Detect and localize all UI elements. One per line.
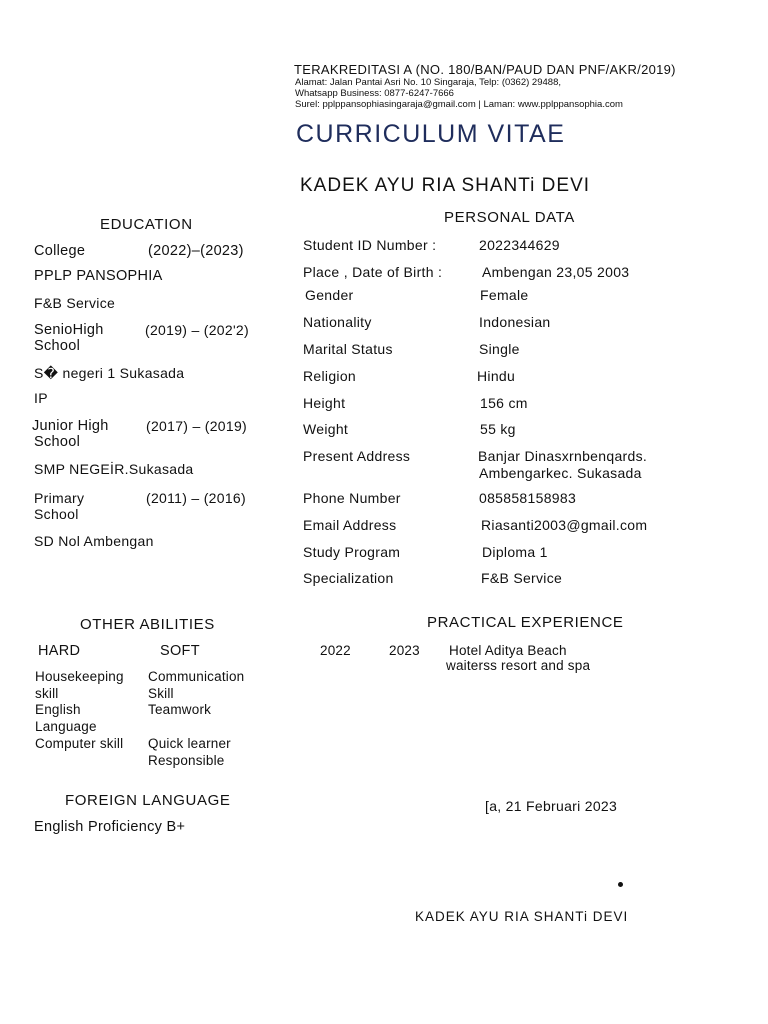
- accreditation-line: TERAKREDITASI A (NO. 180/BAN/PAUD DAN PNF/AKR/2019): [294, 62, 676, 77]
- personal-data-heading: PERSONAL DATA: [444, 209, 575, 226]
- junior-label: Junior High: [32, 418, 109, 434]
- personal-value: Indonesian: [479, 314, 551, 330]
- personal-label: Specialization: [303, 570, 394, 586]
- signature-date: [a, 21 Februari 2023: [485, 798, 618, 814]
- personal-label: Phone Number: [303, 490, 401, 506]
- personal-label: Religion: [303, 368, 356, 384]
- personal-value: Ambengarkec. Sukasada: [479, 465, 642, 481]
- primary-label: Primary: [34, 490, 85, 506]
- foreign-language-heading: FOREIGN LANGUAGE: [65, 792, 231, 809]
- foreign-language-item: English Proficiency B+: [34, 819, 186, 835]
- personal-label: Place , Date of Birth :: [303, 264, 443, 280]
- experience-role: waiterss resort and spa: [446, 658, 591, 673]
- document-title: CURRICULUM VITAE: [296, 120, 566, 148]
- soft-skill-item: Responsible: [148, 753, 225, 768]
- personal-label: Present Address: [303, 448, 411, 464]
- college-program: F&B Service: [34, 295, 116, 311]
- personal-value: Ambengan 23,05 2003: [482, 264, 630, 280]
- education-heading: EDUCATION: [100, 216, 193, 233]
- college-label: College: [34, 243, 86, 259]
- personal-value: Hindu: [477, 368, 516, 384]
- primary-label-2: School: [34, 506, 79, 522]
- personal-value: Banjar Dinasxrnbenqards.: [478, 448, 648, 464]
- college-name: PPLP PANSOPHIA: [34, 268, 163, 284]
- personal-value: 55 kg: [480, 421, 516, 437]
- personal-label: Student ID Number :: [303, 237, 437, 253]
- senior-label-2: School: [34, 338, 81, 354]
- primary-years: (2011) – (2016): [146, 490, 246, 506]
- experience-year-start: 2022: [320, 643, 351, 658]
- personal-value: Riasanti2003@gmail.com: [481, 517, 648, 533]
- senior-school-note: IP: [34, 390, 48, 406]
- personal-label: Study Program: [303, 544, 401, 560]
- personal-value: Single: [479, 341, 520, 357]
- soft-skill-item: Quick learner: [148, 736, 231, 751]
- experience-place: Hotel Aditya Beach: [449, 643, 567, 658]
- applicant-name: KADEK AYU RIA SHANTi DEVI: [300, 175, 591, 196]
- junior-label-2: School: [34, 434, 81, 450]
- personal-value: 156 cm: [480, 395, 528, 411]
- personal-value: 2022344629: [479, 237, 560, 253]
- junior-years: (2017) – (2019): [146, 418, 248, 434]
- soft-skills-heading: SOFT: [160, 643, 200, 659]
- personal-value: 085858158983: [479, 490, 577, 506]
- soft-skill-item: Teamwork: [148, 702, 212, 717]
- personal-label: Marital Status: [303, 341, 393, 357]
- soft-skill-item: Communication Skill: [148, 669, 245, 701]
- college-years: (2022)–(2023): [148, 243, 244, 259]
- personal-label: Email Address: [303, 517, 397, 533]
- hard-skill-item: English Language: [35, 702, 97, 734]
- personal-value: Female: [480, 287, 529, 303]
- hard-skill-item: Housekeeping skill: [35, 669, 124, 701]
- signature-name: KADEK AYU RIA SHANTi DEVI: [415, 909, 629, 924]
- personal-label: Height: [303, 395, 346, 411]
- senior-years: (2019) – (202'2): [145, 322, 249, 338]
- address-line: Alamat: Jalan Pantai Asri No. 10 Singaraja, Telp: (0362) 29488,: [295, 77, 561, 88]
- personal-value: Diploma 1: [482, 544, 548, 560]
- whatsapp-line: Whatsapp Business: 0877-6247-7666: [295, 88, 454, 99]
- hard-skill-item: Computer skill: [35, 736, 124, 751]
- senior-label: SenioHigh: [34, 322, 104, 338]
- practical-experience-heading: PRACTICAL EXPERIENCE: [427, 614, 624, 631]
- contact-line: Surel: pplppansophiasingaraja@gmail.com | Laman: www.pplppansophia.com: [295, 99, 623, 110]
- personal-label: Weight: [303, 421, 349, 437]
- experience-year-end: 2023: [389, 643, 420, 658]
- hard-skills-heading: HARD: [38, 643, 81, 659]
- senior-school-name: S� negeri 1 Sukasada: [34, 365, 185, 381]
- signature-mark: [618, 882, 623, 887]
- personal-value: F&B Service: [481, 570, 563, 586]
- junior-school-name: SMP NEGEİR.Sukasada: [34, 461, 194, 477]
- primary-school-name: SD Nol Ambengan: [34, 533, 154, 549]
- personal-label: Gender: [305, 287, 354, 303]
- personal-label: Nationality: [303, 314, 372, 330]
- other-abilities-heading: OTHER ABILITIES: [80, 616, 215, 633]
